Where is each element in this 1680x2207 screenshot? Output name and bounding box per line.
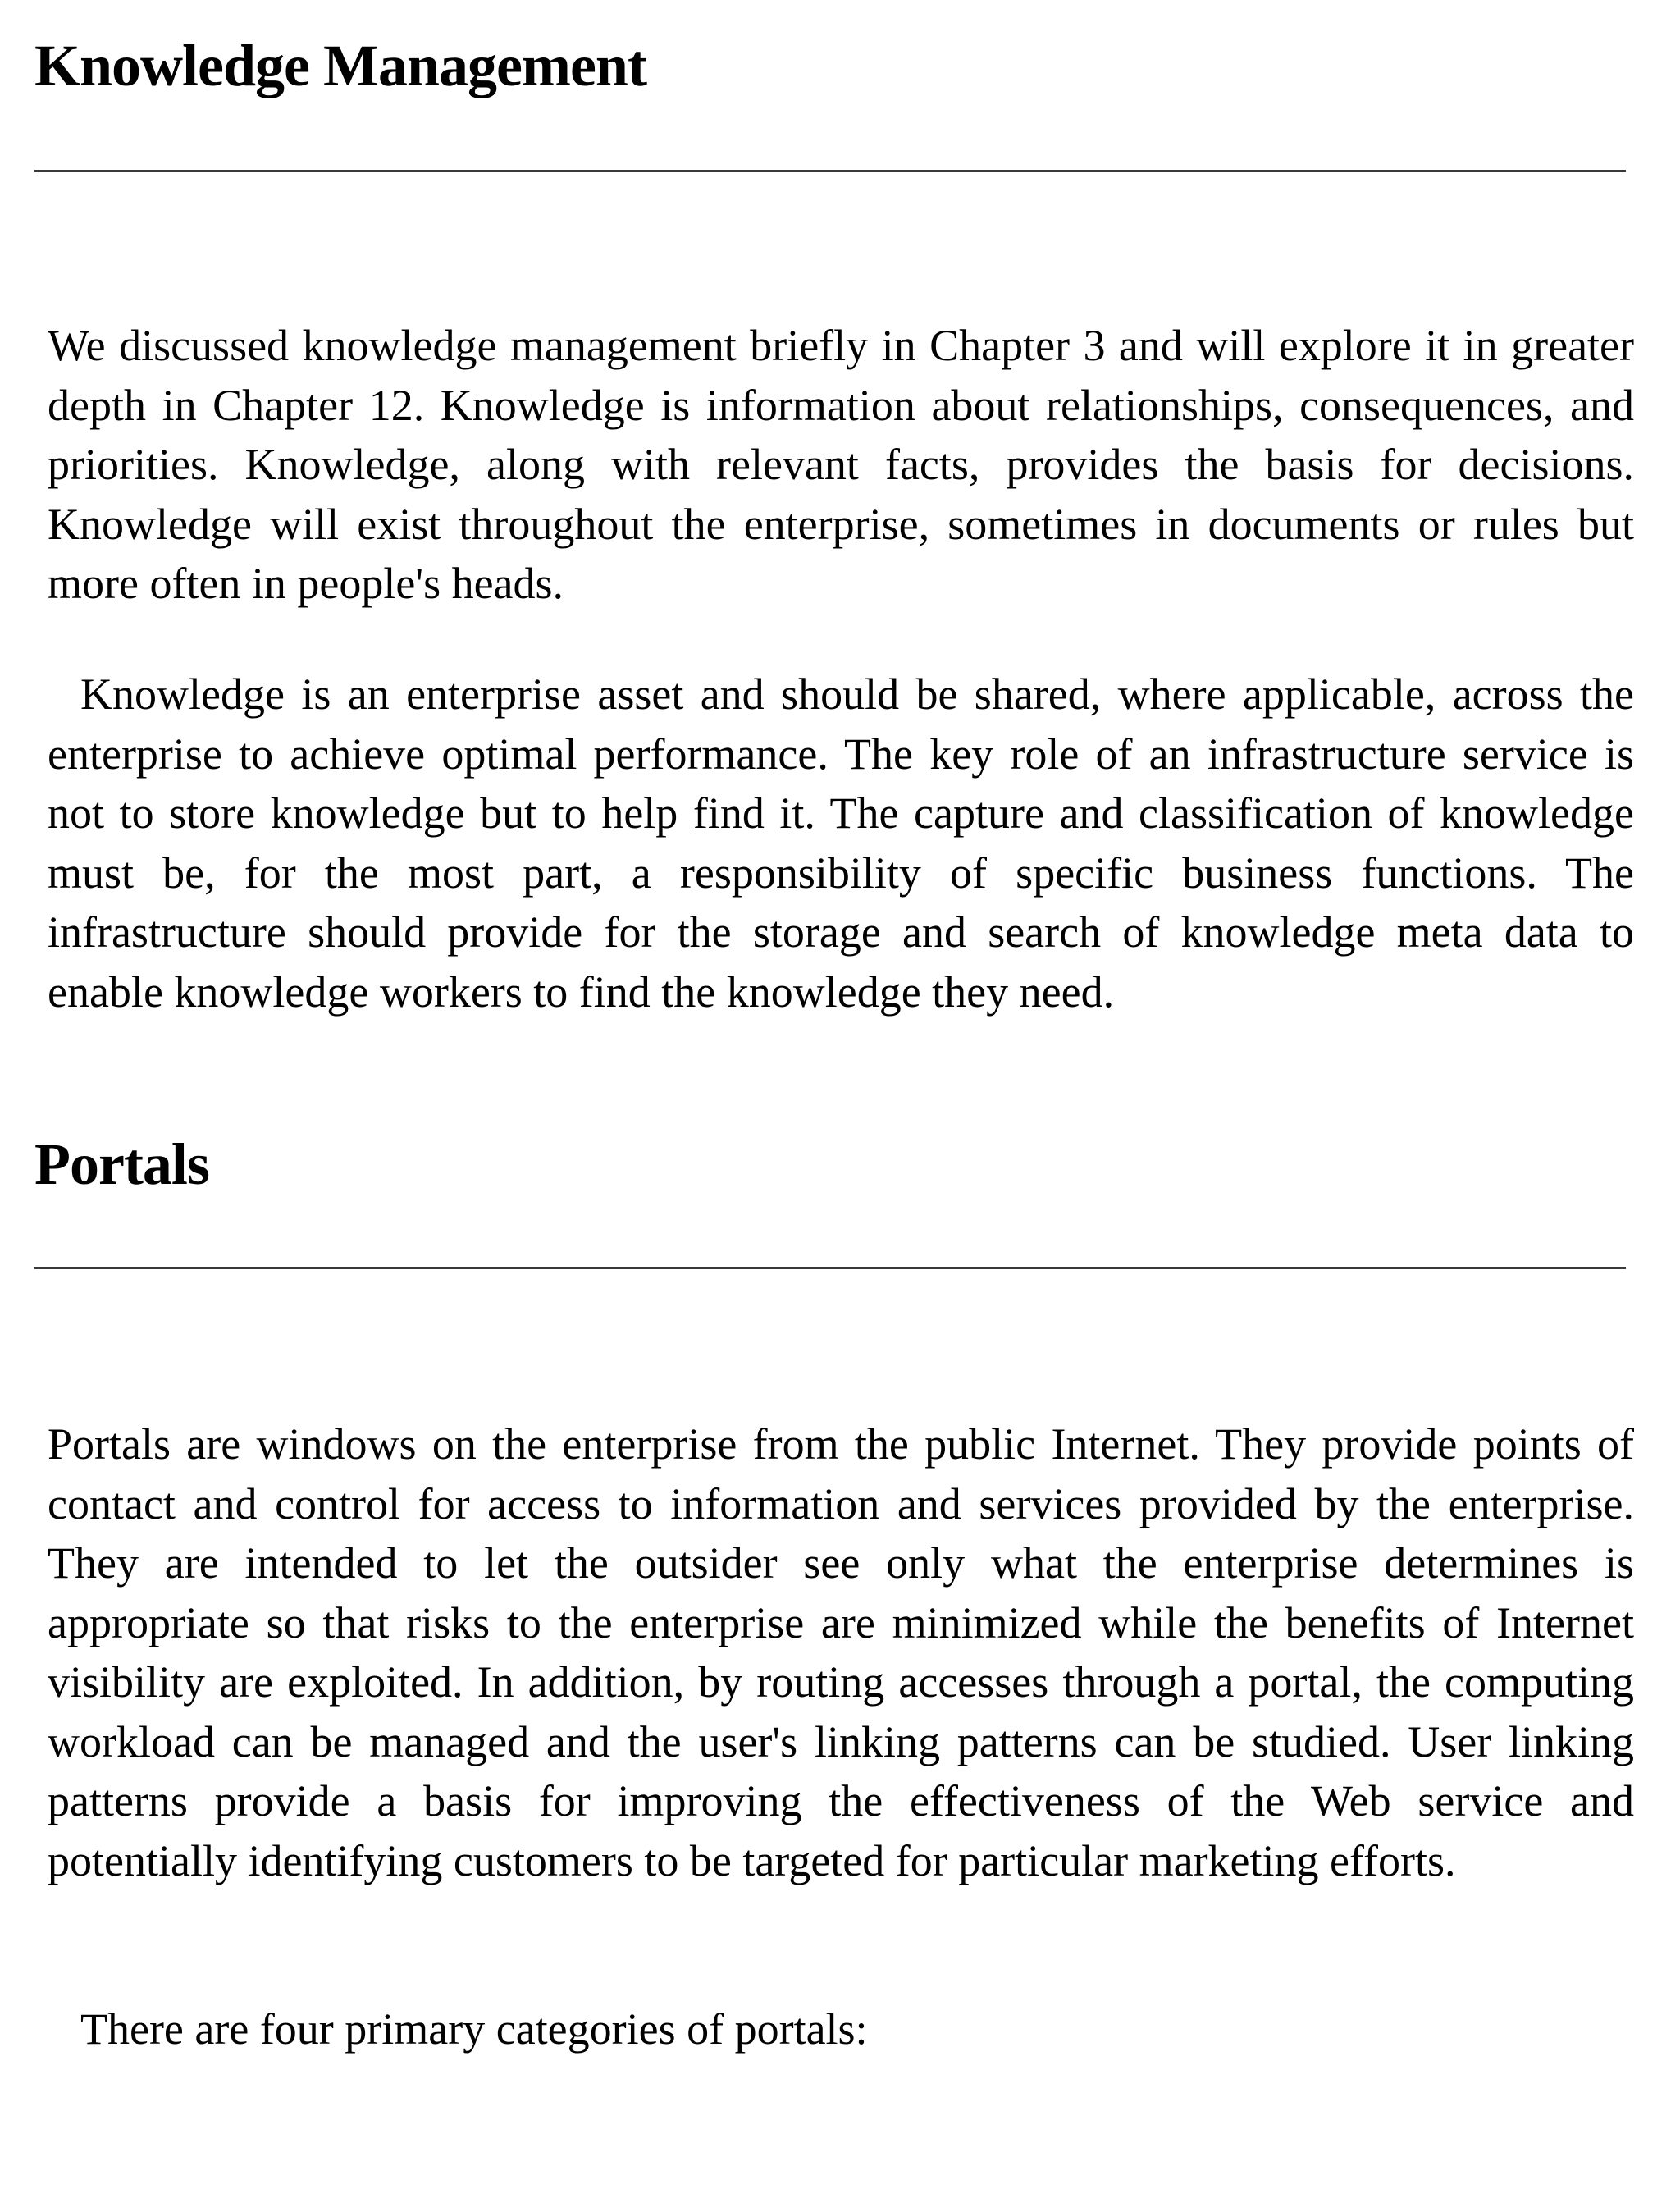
- section-divider: [34, 1267, 1626, 1269]
- section-title-portals: Portals: [34, 1131, 209, 1197]
- body-paragraph: There are four primary categories of portals:: [80, 2004, 868, 2054]
- section-divider: [34, 170, 1626, 172]
- section-title-knowledge-management: Knowledge Management: [34, 33, 646, 98]
- body-paragraph: Knowledge is an enterprise asset and should be shared, where applicable, across the enterprise to achieve optimal performance. The key role of an infrastructure service is not to store knowledge but to help find it. The capture and classification of knowledge must be, for the most part, a responsibility of specific business functions. The infrastructure should provide for the storage and search of knowledge meta data to enable knowledge workers to find the knowledge they need.: [48, 669, 1634, 1017]
- body-paragraph: We discussed knowledge management briefly in Chapter 3 and will explore it in greater depth in Chapter 12. Knowledge is information about relationships, consequences, and priorities. Knowledge, along with relevant facts, provides the basis for decisions. Knowledge will exist throughout the enterprise, sometimes in documents or rules but more often in people's heads.: [48, 321, 1634, 608]
- body-paragraph: Portals are windows on the enterprise from the public Internet. They provide points of contact and control for access to information and services provided by the enterprise. They are intended to let the outsider see only what the enterprise determines is appropriate so that risks to the enterprise are minimized while the benefits of Internet visibility are exploited. In addition, by routing accesses through a portal, the computing workload can be managed and the user's linking patterns can be studied. User linking patterns provide a basis for improving the effectiveness of the Web service and potentially identifying customers to be targeted for particular marketing efforts.: [48, 1419, 1634, 1885]
